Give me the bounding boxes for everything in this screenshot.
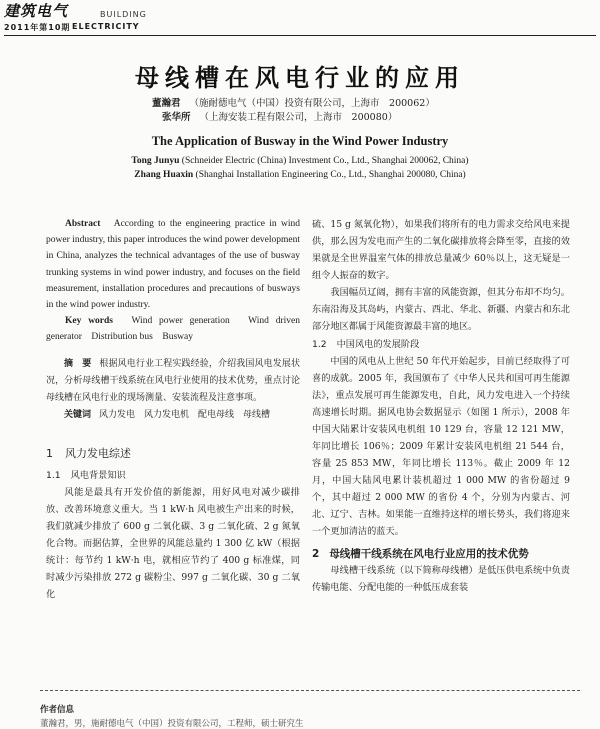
subsection-1-2-number: 1.2: [312, 339, 327, 350]
journal-header: [0, 0, 600, 40]
paper-title-en: The Application of Busway in the Wind Power Industry: [151, 134, 449, 148]
author-en-2-affil: (Shanghai Installation Engineering Co., Ltd., Shanghai 200080, China): [195, 170, 466, 180]
left-column: [46, 216, 300, 603]
section-2-number: 2: [312, 548, 320, 560]
journal-issue: 2011年第10期: [4, 23, 71, 32]
section-1-title: 风力发电综述: [65, 446, 131, 460]
keywords-en: [46, 313, 300, 345]
keywords-cn-text: 风力发电 风力发电机 配电母线 母线槽: [99, 409, 271, 420]
author-en-1-affil: (Schneider Electric (China) Investment Co., Ltd., Shanghai 200062, China): [181, 156, 469, 166]
author-cn-1: [152, 95, 435, 109]
section-2-heading: [312, 546, 570, 562]
author-cn-2: [162, 109, 397, 123]
author-en-1-name: Tong Junyu: [131, 156, 180, 166]
keywords-en-label: Key words: [65, 316, 114, 327]
subsection-1-1-number: 1.1: [46, 469, 61, 481]
footnote-rule: [40, 690, 580, 691]
journal-name-en-bottom: ELECTRICITY: [72, 22, 140, 31]
author-cn-2-affil: （上海安装工程有限公司，上海市 200080）: [199, 112, 398, 123]
abstract-en: [46, 216, 300, 313]
abstract-cn-text: 根据风电行业工程实践经验，介绍我国风电发展状况，分析母线槽干线系统在风电行业使用的技术优势，重点讨论母线槽在风电行业的现场测量、安装流程及注意事项。: [46, 358, 300, 403]
keywords-cn: [46, 407, 300, 424]
paragraph-1-1: 风能是最具有开发价值的新能源，用好风电对减少碳排放、改善环境意义重大。当 1 kW·h 风电被生产出来的时候，我们就减少排放了 600 g 二氧化碳、3 g 二氧化硫、2 g 氮氧化合物。而据估算，全世界的风能总量约 1 300 亿 kW（根据统计：每节约 1 kW·h 电，就相应节约了 400 g 标准煤，同时减少污染排放 272 g 碳粉尘、997 g 二氧化碳、30 g 二氧化: [46, 486, 300, 600]
paragraph-right-2: 我国幅员辽阔，拥有丰富的风能资源，但其分布却不均匀。东南沿海及其岛屿，内蒙古、西北、华北、新疆、内蒙古和东北部分地区都属于风能资源最丰富的地区。: [312, 287, 570, 332]
section-1-heading: [46, 446, 300, 462]
keywords-en-text: Wind power generation Wind driven generator Distribution bus Busway: [46, 316, 300, 343]
author-en-2-name: Zhang Huaxin: [134, 170, 194, 180]
subsection-1-1-heading: [46, 468, 300, 484]
author-en-1: [0, 156, 600, 166]
abstract-cn: [46, 356, 300, 407]
keywords-cn-label: 关键词: [64, 409, 92, 420]
author-en-2: [0, 170, 600, 180]
author-info-label: 作者信息: [40, 705, 75, 715]
subsection-1-1-title: 风电背景知识: [70, 469, 126, 481]
paragraph-2: 母线槽干线系统（以下简称母线槽）是低压供电系统中负责传输电能、分配电能的一种低压成套装: [312, 565, 570, 593]
right-column: [312, 216, 570, 596]
section-1-number: 1: [46, 446, 53, 460]
header-rule: [4, 35, 596, 36]
journal-name-en-top: BUILDING: [100, 10, 147, 19]
subsection-1-2-title: 中国风电的发展阶段: [336, 339, 420, 350]
section-2-title: 母线槽干线系统在风电行业应用的技术优势: [329, 548, 529, 560]
paper-title-cn: 母线槽在风电行业的应用: [135, 64, 465, 92]
subsection-1-2-heading: [312, 337, 570, 353]
abstract-cn-label: 摘 要: [64, 358, 92, 369]
journal-logo: 建筑电气: [4, 2, 69, 20]
paragraph-1-2: 中国的风电从上世纪 50 年代开始起步，目前已经取得了可喜的成就。2005 年，我国颁布了《中华人民共和国可再生能源法》，重点发展可再生能源发电，自此，风力发电进入一个持续高速增长时期。据风电协会数据显示（如图 1 所示），2008 年中国大陆累计安装风电机组 10 129 台，容量 12 121 MW，年同比增长 106％；2009 年累计安装风电机组 21 544 台，容量 25 853 MW，年同比增长 113％。截止 2009 年 12 月，中国大陆风电累计装机超过 1 000 MW 的省份超过 9 个，其中超过 2 000 MW 的省份 4 个，分别为内蒙古、河北、辽宁、吉林。如果能一直维持这样的增长势头，我们将迎来一个更加清洁的蓝天。: [312, 356, 570, 537]
author-cn-1-name: 董瀚君: [152, 98, 181, 109]
author-cn-1-affil: （施耐德电气（中国）投资有限公司，上海市 200062）: [189, 98, 435, 109]
author-info-text: 董瀚君，男，施耐德电气（中国）投资有限公司，工程师，硕士研究生: [40, 719, 304, 729]
author-cn-2-name: 张华所: [162, 112, 191, 123]
paragraph-right-1: 硫、15 g 氮氧化物），如果我们将所有的电力需求交给风电来提供，那么因为发电而产生的二氧化碳排放将会降至零，直接的效果就是全世界温室气体的排放总量减少 60％以上，这无疑是一组令人振奋的数字。: [312, 219, 570, 281]
abstract-en-text: According to the engineering practice in wind power industry, this paper introduces the wind power development in China, analyzes the technical advantages of the use of busway trunking systems in wind power industry, and focuses on the field measurement, installation procedures and precautions of busways in the wind power industry.: [46, 219, 300, 311]
abstract-en-label: Abstract: [65, 219, 101, 229]
